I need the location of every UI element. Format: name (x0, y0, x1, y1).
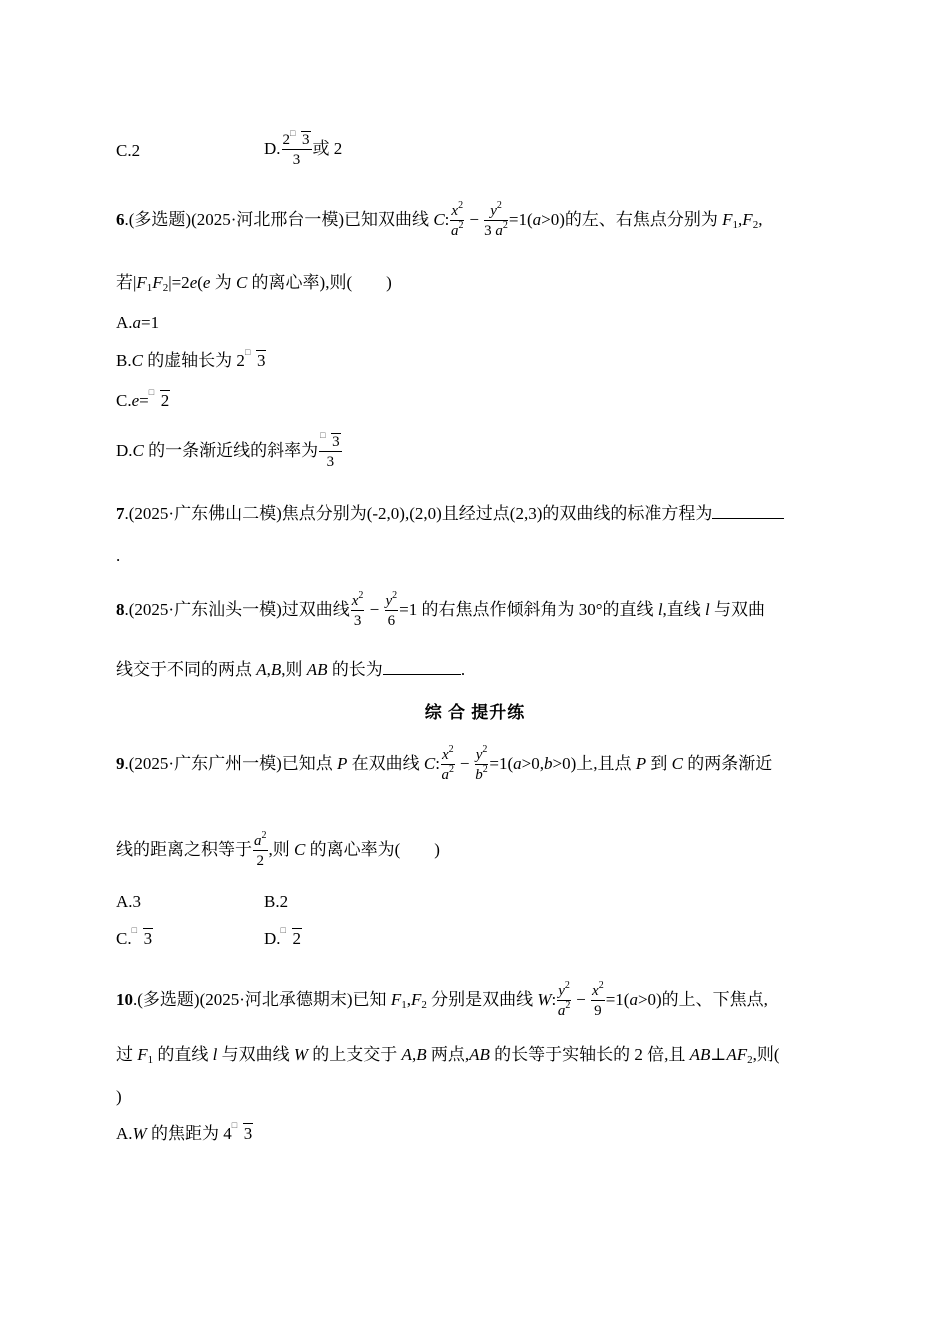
q6-option-a[interactable]: A.a=1 (116, 313, 160, 332)
q9-option-c[interactable]: C. □ 3 (116, 925, 153, 948)
fraction: □ 3 3 (320, 430, 340, 470)
section-heading: 综 合 提升练 (424, 703, 526, 722)
q6-option-b[interactable]: B.C 的虚轴长为 2 □ 3 (116, 347, 266, 370)
answer-blank[interactable] (712, 502, 784, 519)
fraction: $\frac{x^2}{a^2}$ (441, 744, 455, 783)
q6-option-c[interactable]: C.e= □ 2 (116, 387, 170, 410)
question-10-line1: 10.(多选题)(2025·河北承德期末)已知 $F_1,F_2$ 分别是双曲线 W: $\frac{y^2}{a^2}$ − $\frac{x^2}{9}$ =1(a>0)的上、下焦点, (116, 980, 768, 1019)
q9-option-d[interactable]: D. □ 2 (264, 925, 302, 948)
radical: □ 3 (320, 430, 340, 450)
fraction: $\frac{x^2}{9}$ (592, 980, 604, 1019)
question-9-line2: 线的距离之积等于 $\frac{a^2}{2}$ ,则 C 的离心率为( ) (116, 830, 440, 869)
question-6-line1: 6.(多选题)(2025·河北邢台一模)已知双曲线 C: $\frac{x^2}{a^2}$ − $\frac{y^2}{3 a^2}$ =1(a>0)的左、右焦点分别为 $F_1,F_2$, (116, 200, 763, 239)
radical: □ 3 (290, 128, 310, 148)
question-10-line2: 过 $F_1$ 的直线 l 与双曲线 W 的上支交于 A,B 两点,AB 的长等于实轴长的 2 倍,且 $AB\perp AF_2$,则( (116, 1045, 780, 1066)
radical: □ 3 (131, 925, 153, 948)
q5-option-c[interactable]: C.2 (116, 141, 141, 160)
fraction: $\frac{y^2}{a^2}$ (557, 980, 571, 1019)
radical: □ 2 (148, 387, 170, 410)
fraction: $\frac{x^2}{a^2}$ (450, 200, 464, 239)
fraction: $\frac{x^2}{3}$ (351, 590, 364, 629)
q5-option-d[interactable]: D. 2 □ 3 3 或 2 (264, 128, 343, 168)
question-7-end: . (116, 546, 121, 565)
q9-option-a[interactable]: A.3 (116, 892, 142, 911)
answer-blank[interactable] (383, 658, 461, 675)
q6-option-d[interactable]: D.C 的一条渐近线的斜率为 □ 3 3 (116, 430, 340, 470)
radical: □ 3 (231, 1120, 253, 1143)
question-9-line1: 9.(2025·广东广州一模)已知点 P 在双曲线 C: $\frac{x^2}{a^2}$ − $\frac{y^2}{b^2}$ =1(a>0,b>0)上,且点 P 到 C 的两条渐近 (116, 744, 773, 783)
fraction: $\frac{y^2}{3 a^2}$ (484, 200, 508, 239)
question-8-line1: 8.(2025·广东汕头一模)过双曲线 $\frac{x^2}{3}$ − $\frac{y^2}{6}$ =1 的右焦点作倾斜角为 30°的直线 l,直线 l 与双曲 (116, 590, 766, 629)
q9-option-b[interactable]: B.2 (264, 892, 289, 911)
question-8-line2: 线交于不同的两点 A,B,则 AB 的长为 . (116, 660, 466, 679)
fraction: 2 □ 3 3 (282, 128, 310, 168)
fraction: $\frac{y^2}{b^2}$ (475, 744, 488, 783)
fraction: $\frac{a^2}{2}$ (254, 830, 267, 869)
question-10-line3: ) (116, 1087, 122, 1106)
question-6-line2: 若$|F_1F_2|=2e(e$ 为 C 的离心率),则( ) (116, 273, 392, 294)
radical: □ 2 (280, 925, 302, 948)
radical: □ 3 (244, 347, 266, 370)
fraction: $\frac{y^2}{6}$ (385, 590, 398, 629)
q10-option-a[interactable]: A.W 的焦距为 4 □ 3 (116, 1120, 253, 1143)
question-7: 7.(2025·广东佛山二模)焦点分别为(-2,0),(2,0)且经过点(2,3)的双曲线的标准方程为 (116, 502, 784, 524)
